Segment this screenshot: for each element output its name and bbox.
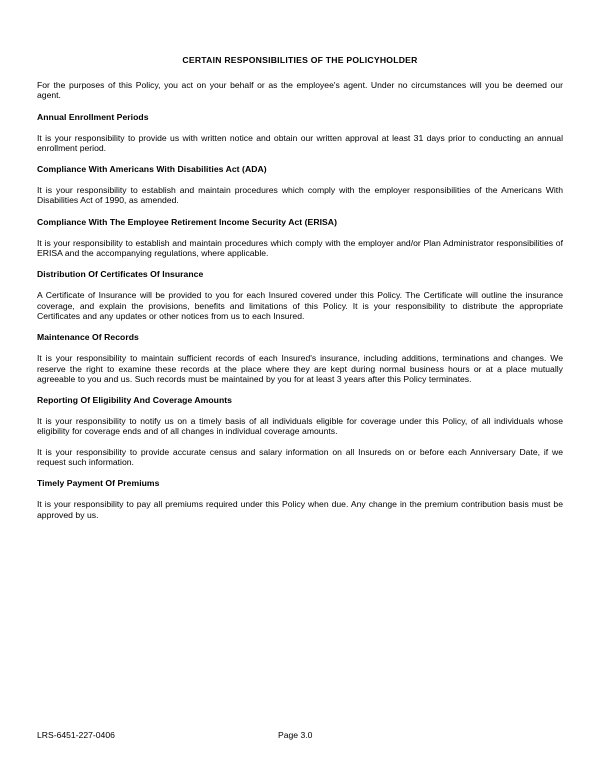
spacer (37, 437, 563, 447)
section-paragraph-compliance-erisa-1: It is your responsibility to establish and maintain procedures which comply with the employer and/or Plan Administrator responsibilities of ERISA and the accompanying regulations, where applicable. (37, 237, 563, 259)
footer-form-number: LRS-6451-227-0406 (37, 730, 115, 740)
spacer (37, 123, 563, 133)
section-paragraph-compliance-ada-1: It is your responsibility to establish and maintain procedures which comply with the employer responsibilities of the Americans With Disabilities Act of 1990, as amended. (37, 185, 563, 206)
spacer (37, 384, 563, 395)
spacer (37, 228, 563, 238)
page-footer (0, 730, 600, 744)
section-heading-annual-enrollment-periods: Annual Enrollment Periods (37, 111, 149, 122)
spacer (37, 467, 563, 478)
spacer (37, 175, 563, 185)
document-body (37, 55, 563, 520)
section-heading-timely-payment-of-premiums: Timely Payment Of Premiums (37, 478, 160, 489)
spacer (37, 258, 563, 269)
spacer (37, 343, 563, 353)
spacer (37, 321, 563, 332)
section-paragraph-reporting-of-eligibility-2: It is your responsibility to provide accurate census and salary information on all Insureds on or before each Anniversary Date, if we request such information. (37, 446, 563, 468)
section-paragraph-distribution-of-certificates-1: A Certificate of Insurance will be provided to you for each Insured covered under this Policy. The Certificate will outline the insurance coverage, and explain the provisions, benefits and limitations of this Policy. It is your responsibility to distribute the appropriate Certificates and any updates or other notices from us to each Insured. (37, 290, 563, 321)
section-paragraph-annual-enrollment-periods-1: It is your responsibility to provide us with written notice and obtain our written approval at least 31 days prior to conducting an annual enrollment period. (37, 132, 563, 153)
section-heading-distribution-of-certificates: Distribution Of Certificates Of Insurance (37, 269, 204, 280)
section-paragraph-maintenance-of-records-1: It is your responsibility to maintain sufficient records of each Insured's insurance, including additions, terminations and changes. We reserve the right to examine these records at the place where they are kept during normal business hours or at a place mutually agreeable to you and us. Such records must be maintained by you for at least 3 years after this Policy terminates. (37, 353, 563, 384)
section-heading-reporting-of-eligibility: Reporting Of Eligibility And Coverage Amounts (37, 395, 232, 406)
section-heading-compliance-erisa: Compliance With The Employee Retirement Income Security Act (ERISA) (37, 216, 337, 227)
spacer (37, 280, 563, 290)
spacer (37, 489, 563, 499)
spacer (37, 406, 563, 416)
section-paragraph-timely-payment-of-premiums-1: It is your responsibility to pay all premiums required under this Policy when due. Any change in the premium contribution basis must be approved by us. (37, 499, 563, 520)
section-heading-compliance-ada: Compliance With Americans With Disabilities Act (ADA) (37, 164, 267, 175)
section-heading-maintenance-of-records: Maintenance Of Records (37, 332, 139, 343)
page-title: CERTAIN RESPONSIBILITIES OF THE POLICYHOLDER (182, 55, 418, 65)
footer-page-label: Page 3.0 (278, 730, 313, 740)
spacer (37, 153, 563, 164)
section-paragraph-reporting-of-eligibility-1: It is your responsibility to notify us on a timely basis of all individuals eligible for coverage under this Policy, of all individuals whose eligibility for coverage ends and of all changes in individual coverage amounts. (37, 416, 563, 437)
spacer (37, 101, 563, 112)
intro-paragraph: For the purposes of this Policy, you act on your behalf or as the employee's agent. Under no circumstances will you be deemed our agent. (37, 80, 563, 101)
spacer (37, 206, 563, 217)
